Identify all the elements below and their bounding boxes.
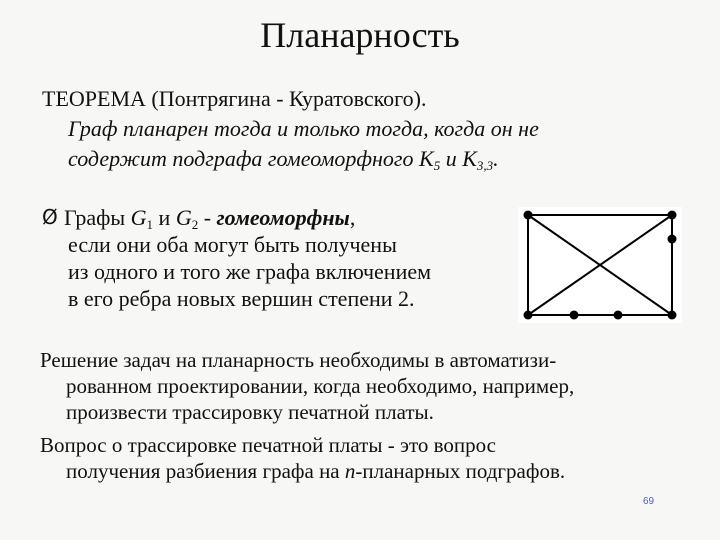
homeomorphic-definition bbox=[42, 204, 512, 312]
n-variable: n bbox=[344, 459, 356, 483]
graph-svg bbox=[518, 207, 682, 323]
paragraph2-line-1: Вопрос о трассировке печатной платы - это вопрос bbox=[40, 433, 496, 457]
graph-vertex-bottom-mid-1 bbox=[570, 311, 579, 320]
theorem-block bbox=[42, 84, 692, 174]
theorem-line-3 bbox=[42, 144, 692, 174]
bullet-dash: - bbox=[198, 205, 217, 230]
bullet-text-start: Графы bbox=[64, 205, 131, 230]
graph-vertex-top-right bbox=[668, 211, 677, 220]
graph-vertex-bottom-left bbox=[524, 311, 533, 320]
g2-subscript: 2 bbox=[191, 217, 199, 232]
bullet-comma: , bbox=[349, 205, 356, 230]
paragraph1-line-3: произвести трассировку печатной платы. bbox=[66, 400, 434, 424]
page-number: 69 bbox=[643, 496, 655, 507]
paragraph1-line-2: рованном проектировании, когда необходимо, например, bbox=[66, 374, 575, 398]
k5-subscript: 5 bbox=[433, 158, 441, 173]
bullet-arrow-icon: Ø bbox=[42, 205, 58, 229]
bullet-line-4: в его ребра новых вершин степени 2. bbox=[68, 286, 415, 311]
paragraph-pcb-routing bbox=[40, 432, 680, 484]
paragraph2-line-2 bbox=[40, 458, 680, 484]
graph-figure bbox=[518, 207, 682, 323]
slide-title: Планарность bbox=[260, 15, 460, 55]
k33-subscript: 3,3 bbox=[476, 158, 494, 173]
paragraph1-line-1: Решение задач на планарность необходимы в автоматизи- bbox=[40, 348, 557, 372]
paragraph-planarity-applications bbox=[40, 347, 680, 425]
theorem-line-2: Граф планарен тогда и только тогда, когда он не bbox=[68, 116, 539, 141]
graph-vertex-top-left bbox=[524, 211, 533, 220]
graph-vertex-bottom-mid-2 bbox=[614, 311, 623, 320]
theorem-heading bbox=[42, 84, 692, 114]
paragraph2-line-2-start: получения разбиения графа на bbox=[66, 459, 345, 483]
theorem-and: и K bbox=[440, 146, 477, 171]
bullet-line-2: если они оба могут быть получены bbox=[68, 232, 397, 257]
theorem-end: . bbox=[493, 146, 499, 171]
graph-vertex-right-mid bbox=[668, 235, 677, 244]
g2-label: G bbox=[175, 205, 192, 230]
theorem-label: ТЕОРЕМА bbox=[42, 86, 146, 111]
graph-vertex-bottom-right bbox=[668, 311, 677, 320]
paragraph2-line-2-end: -планарных подграфов. bbox=[355, 459, 566, 483]
theorem-line-3-start: содержит подграфа гомеоморфного K bbox=[68, 146, 434, 171]
homeomorphic-term: гомеоморфны bbox=[216, 205, 350, 230]
bullet-line-3: из одного и того же графа включением bbox=[68, 259, 432, 284]
theorem-attribution: (Понтрягина - Куратовского). bbox=[145, 86, 427, 111]
g1-subscript: 1 bbox=[146, 217, 154, 232]
bullet-line-1 bbox=[42, 204, 512, 231]
g1-label: G bbox=[130, 205, 147, 230]
bullet-and: и bbox=[153, 205, 176, 230]
